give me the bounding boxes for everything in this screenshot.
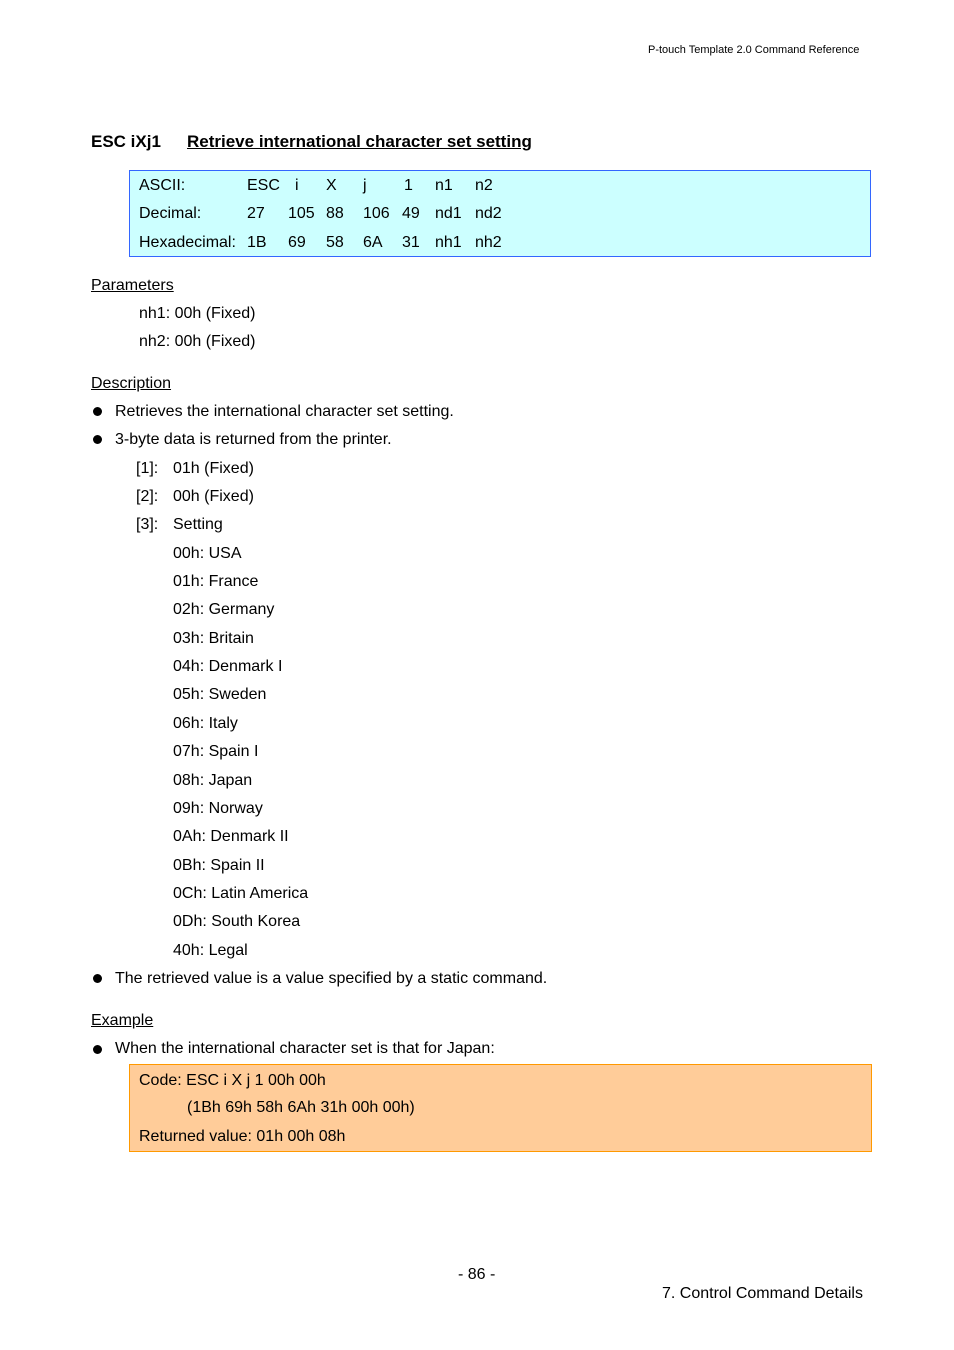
setting-item: 01h: France — [173, 573, 259, 590]
setting-item: 00h: USA — [173, 545, 242, 562]
byte-value: Setting — [173, 516, 223, 533]
setting-item: 05h: Sweden — [173, 686, 267, 703]
setting-item: 09h: Norway — [173, 800, 263, 817]
setting-item: 04h: Denmark I — [173, 658, 283, 675]
command-title: Retrieve international character set setting — [187, 132, 532, 151]
row-label: Decimal: — [139, 205, 202, 222]
parameter-item: nh2: 00h (Fixed) — [139, 333, 256, 350]
description-bullet: Retrieves the international character set setting. — [115, 403, 454, 420]
cell: 6A — [363, 234, 383, 251]
cell: nh1 — [435, 234, 462, 251]
cell: 88 — [326, 205, 344, 222]
cell: X — [326, 177, 337, 194]
setting-item: 07h: Spain I — [173, 743, 259, 760]
cell: nd1 — [435, 205, 462, 222]
example-hex: (1Bh 69h 58h 6Ah 31h 00h 00h) — [187, 1099, 415, 1116]
chapter-title: 7. Control Command Details — [662, 1285, 863, 1302]
page-number: - 86 - — [458, 1266, 496, 1283]
byte-index: [2]: — [136, 488, 159, 505]
cell: 105 — [288, 205, 315, 222]
row-label: Hexadecimal: — [139, 234, 236, 251]
example-bullet: When the international character set is that for Japan: — [115, 1040, 495, 1057]
setting-item: 06h: Italy — [173, 715, 238, 732]
command-code: ESC iXj1 — [91, 132, 161, 151]
example-box — [129, 1064, 872, 1152]
cell: ESC — [247, 177, 280, 194]
byte-index: [3]: — [136, 516, 159, 533]
byte-index: [1]: — [136, 460, 159, 477]
cell: i — [295, 177, 299, 194]
bullet-icon — [93, 1045, 102, 1054]
description-bullet: 3-byte data is returned from the printer. — [115, 431, 392, 448]
cell: 31 — [402, 234, 420, 251]
bullet-icon — [93, 974, 102, 983]
bullet-icon — [93, 407, 102, 416]
description-heading: Description — [91, 375, 172, 392]
cell: n2 — [475, 177, 493, 194]
cell: n1 — [435, 177, 453, 194]
cell: j — [363, 177, 367, 194]
parameter-item: nh1: 00h (Fixed) — [139, 305, 256, 322]
byte-value: 00h (Fixed) — [173, 488, 254, 505]
cell: 49 — [402, 205, 420, 222]
setting-item: 08h: Japan — [173, 772, 253, 789]
setting-item: 0Ch: Latin America — [173, 885, 309, 902]
setting-item: 02h: Germany — [173, 601, 275, 618]
setting-item: 40h: Legal — [173, 942, 248, 959]
cell: nh2 — [475, 234, 502, 251]
header-reference: P-touch Template 2.0 Command Reference — [648, 44, 860, 56]
setting-item: 0Dh: South Korea — [173, 913, 301, 930]
setting-item: 0Ah: Denmark II — [173, 828, 289, 845]
command-table — [129, 170, 871, 257]
cell: 106 — [363, 205, 390, 222]
parameters-heading: Parameters — [91, 277, 174, 294]
byte-value: 01h (Fixed) — [173, 460, 254, 477]
cell: 27 — [247, 205, 265, 222]
example-returned: Returned value: 01h 00h 08h — [139, 1128, 346, 1145]
description-bullet: The retrieved value is a value specified by a static command. — [115, 970, 548, 987]
bullet-icon — [93, 435, 102, 444]
setting-item: 03h: Britain — [173, 630, 254, 647]
section-title — [91, 132, 532, 152]
row-label: ASCII: — [139, 177, 186, 194]
setting-item: 0Bh: Spain II — [173, 857, 265, 874]
cell: 1 — [404, 177, 413, 194]
cell: 69 — [288, 234, 306, 251]
cell: nd2 — [475, 205, 502, 222]
example-heading: Example — [91, 1012, 154, 1029]
cell: 58 — [326, 234, 344, 251]
example-code: Code: ESC i X j 1 00h 00h — [139, 1072, 326, 1089]
cell: 1B — [247, 234, 267, 251]
